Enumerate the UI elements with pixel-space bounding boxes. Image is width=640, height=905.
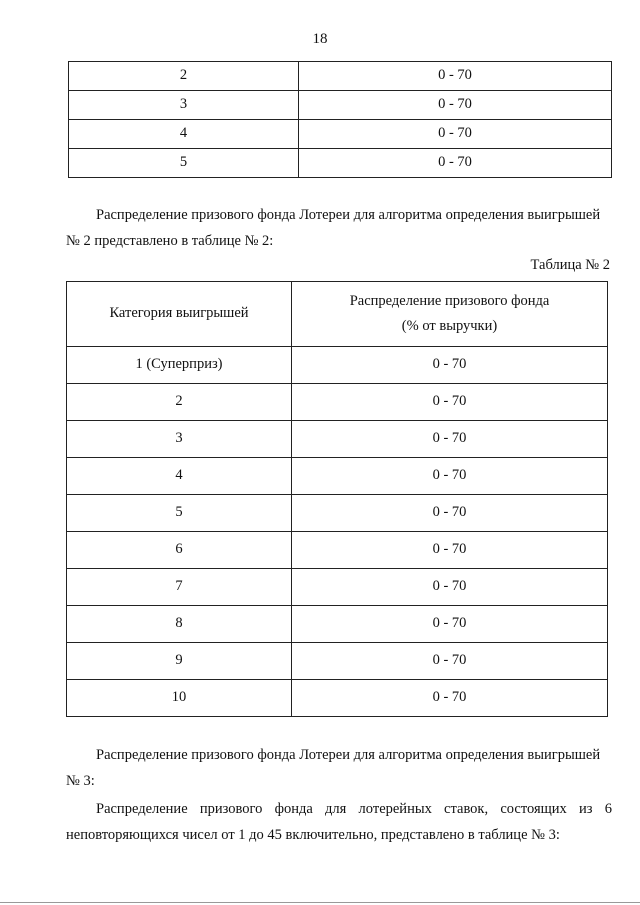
paragraph-prize-fund-bets: Распределение призового фонда для лотерейных ставок, состоящих из 6 неповторяющихся чисел от 1 до 45 включительно, представлено в таблице № 3: [66,801,612,843]
table-row [67,532,608,569]
table-row [67,347,608,384]
category-cell: 7 [67,569,292,606]
table-caption: Таблица № 2 [530,257,610,273]
category-cell: 5 [69,149,299,178]
percent-cell: 0 - 70 [299,120,612,149]
percent-cell: 0 - 70 [292,458,608,495]
header-category: Категория выигрышей [67,282,292,347]
paragraph-algorithm-3: Распределение призового фонда Лотереи для алгоритма определения выигрышей № 3: [66,747,601,789]
table-row [69,149,612,178]
table-row [69,91,612,120]
table-row [69,62,612,91]
percent-cell: 0 - 70 [292,643,608,680]
category-cell: 1 (Суперприз) [67,347,292,384]
category-cell: 5 [67,495,292,532]
table-header-row [67,282,608,347]
category-cell: 8 [67,606,292,643]
percent-cell: 0 - 70 [292,532,608,569]
paragraph-algorithm-2: Распределение призового фонда Лотереи для алгоритма определения выигрышей № 2 представлено в таблице № 2: [66,207,601,249]
table-row [67,643,608,680]
category-cell: 9 [67,643,292,680]
table-row [67,680,608,717]
category-cell: 3 [67,421,292,458]
percent-cell: 0 - 70 [292,495,608,532]
header-distribution-unit: (% от выручки) [401,318,498,334]
prize-distribution-table-continued [68,61,612,178]
percent-cell: 0 - 70 [299,62,612,91]
page-edge-line [0,902,640,903]
prize-distribution-table-2 [66,281,608,717]
percent-cell: 0 - 70 [292,421,608,458]
table-row [67,606,608,643]
header-distribution-title: Распределение призового фонда [349,292,550,309]
table-row [67,421,608,458]
table-row [67,495,608,532]
category-cell: 10 [67,680,292,717]
category-cell: 4 [69,120,299,149]
page-number: 18 [312,31,328,47]
table-row [67,569,608,606]
category-cell: 6 [67,532,292,569]
table-row [69,120,612,149]
percent-cell: 0 - 70 [299,91,612,120]
category-cell: 4 [67,458,292,495]
percent-cell: 0 - 70 [292,680,608,717]
percent-cell: 0 - 70 [292,384,608,421]
category-cell: 2 [67,384,292,421]
table-row [67,384,608,421]
table-row [67,458,608,495]
percent-cell: 0 - 70 [299,149,612,178]
percent-cell: 0 - 70 [292,606,608,643]
category-cell: 2 [69,62,299,91]
header-distribution [292,282,608,347]
category-cell: 3 [69,91,299,120]
percent-cell: 0 - 70 [292,347,608,384]
percent-cell: 0 - 70 [292,569,608,606]
